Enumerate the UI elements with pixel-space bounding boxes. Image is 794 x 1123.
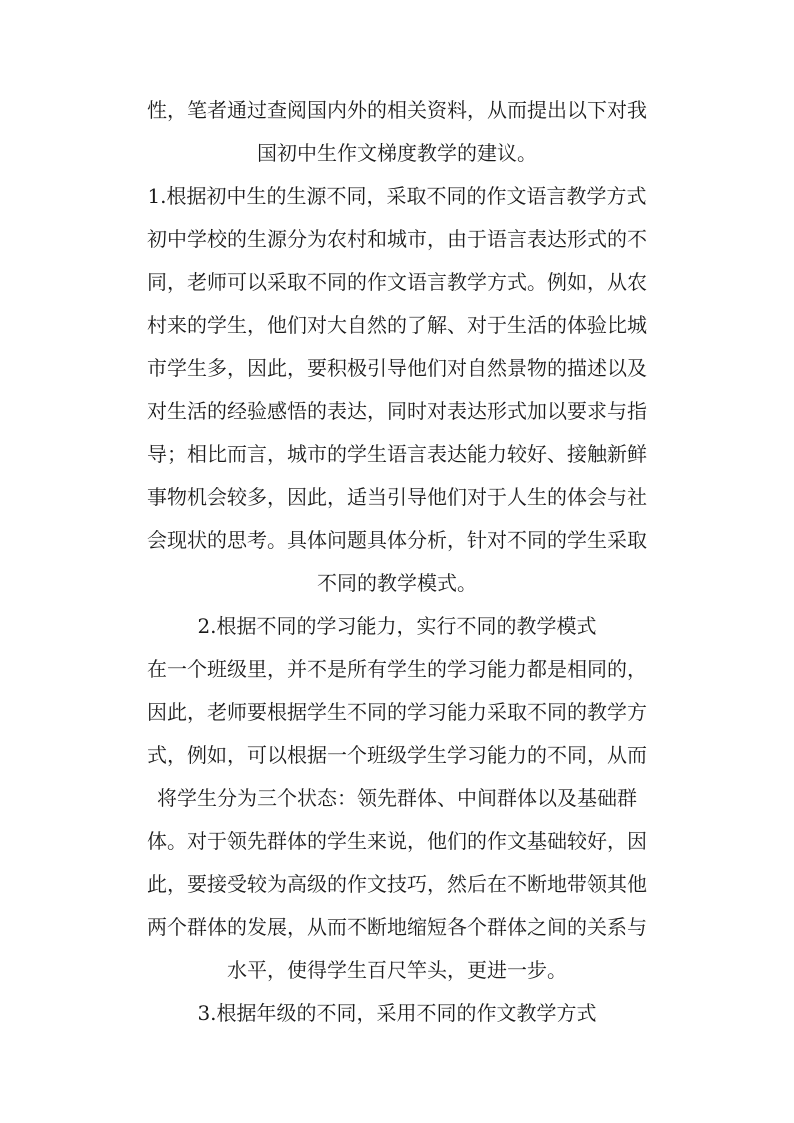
text-line-14: 在一个班级里，并不是所有学生的学习能力都是相同的， bbox=[147, 657, 647, 681]
text-line-4: 初中学校的生源分为农村和城市，由于语言表达形式的不 bbox=[147, 227, 647, 251]
text-line-19: 此，要接受较为高级的作文技巧，然后在不断地带领其他 bbox=[147, 872, 647, 896]
text-line-20: 两个群体的发展，从而不断地缩短各个群体之间的关系与 bbox=[147, 915, 647, 939]
text-line-15: 因此，老师要根据学生不同的学习能力采取不同的教学方 bbox=[147, 700, 647, 724]
text-line-5: 同，老师可以采取不同的作文语言教学方式。例如，从农 bbox=[147, 270, 647, 294]
text-line-9: 导；相比而言，城市的学生语言表达能力较好、接触新鲜 bbox=[147, 442, 647, 466]
text-line-21: 水平，使得学生百尺竿头，更进一步。 bbox=[227, 958, 567, 982]
section-heading-3: 3.根据年级的不同，采用不同的作文教学方式 bbox=[197, 1001, 597, 1025]
text-line-7: 市学生多，因此，要积极引导他们对自然景物的描述以及 bbox=[147, 356, 647, 380]
text-line-2: 国初中生作文梯度教学的建议。 bbox=[257, 141, 537, 165]
section-heading-2: 2.根据不同的学习能力，实行不同的教学模式 bbox=[197, 614, 597, 638]
text-line-18: 体。对于领先群体的学生来说，他们的作文基础较好，因 bbox=[147, 829, 647, 853]
text-line-17: 将学生分为三个状态：领先群体、中间群体以及基础群 bbox=[157, 786, 637, 810]
text-line-6: 村来的学生，他们对大自然的了解、对于生活的体验比城 bbox=[147, 313, 647, 337]
text-line-8: 对生活的经验感悟的表达，同时对表达形式加以要求与指 bbox=[147, 399, 647, 423]
text-line-11: 会现状的思考。具体问题具体分析，针对不同的学生采取 bbox=[147, 528, 647, 552]
text-line-12: 不同的教学模式。 bbox=[317, 571, 477, 595]
section-heading-1: 1.根据初中生的生源不同，采取不同的作文语言教学方式 bbox=[147, 184, 647, 208]
text-line-16: 式，例如，可以根据一个班级学生学习能力的不同，从而 bbox=[147, 743, 647, 767]
text-line-10: 事物机会较多，因此，适当引导他们对于人生的体会与社 bbox=[147, 485, 647, 509]
text-line-1: 性，笔者通过查阅国内外的相关资料，从而提出以下对我 bbox=[147, 98, 647, 122]
